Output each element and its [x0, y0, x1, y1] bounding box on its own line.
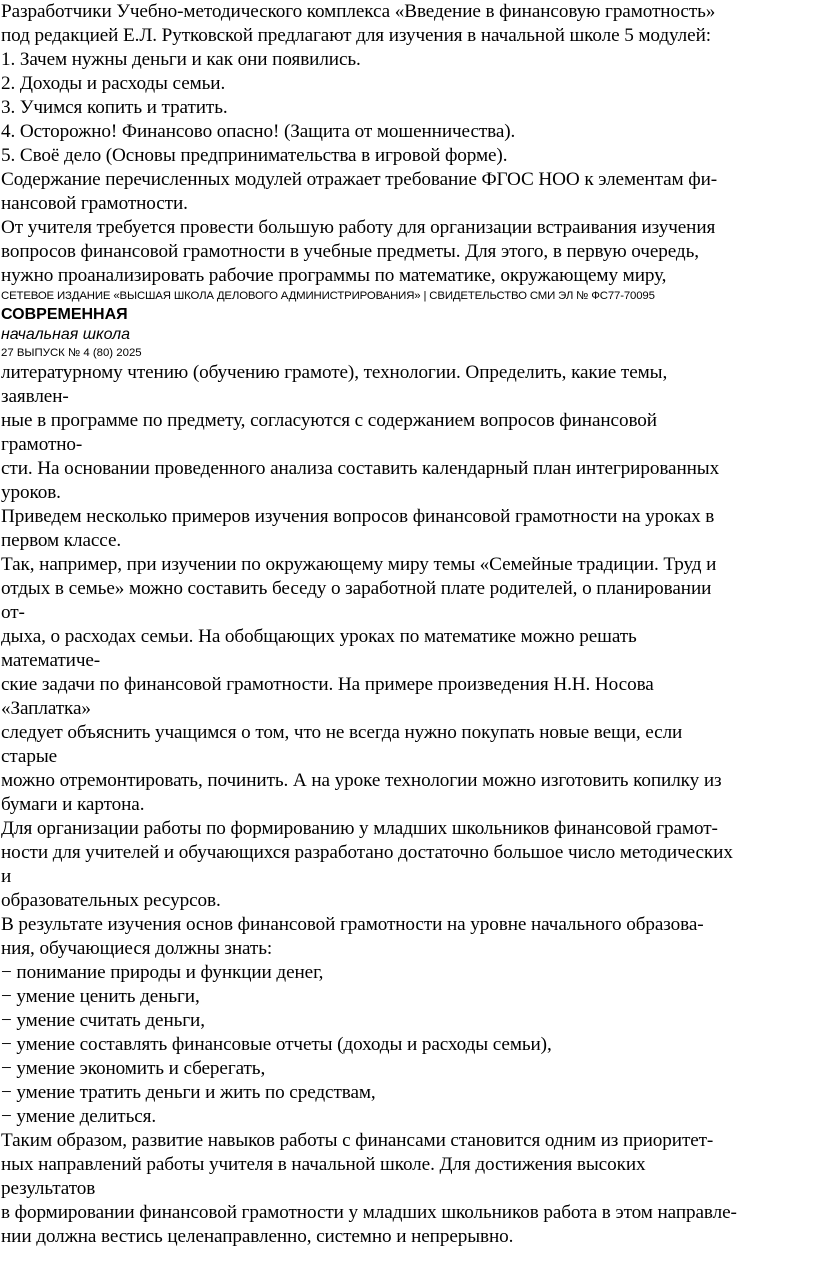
body-text: [1, 361, 815, 1249]
text-line: − умение считать деньги,: [1, 1010, 205, 1031]
text-line: − умение экономить и сберегать,: [1, 1058, 266, 1079]
text-line: вопросов финансовой грамотности в учебные предметы. Для этого, в первую очередь,: [1, 241, 699, 262]
text-line: В результате изучения основ финансовой грамотности на уровне начального образова-: [1, 914, 704, 935]
text-line: Таким образом, развитие навыков работы с финансами становится одним из приоритет-: [1, 1130, 714, 1151]
edition-info: СЕТЕВОЕ ИЗДАНИЕ «ВЫСШАЯ ШКОЛА ДЕЛОВОГО АДМИНИСТРИРОВАНИЯ» | СВИДЕТЕЛЬСТВО СМИ ЭЛ № ФС77-70095: [1, 290, 655, 302]
text-line: Разработчики Учебно-методического комплекса «Введение в финансовую грамотность»: [1, 1, 716, 22]
text-line: грамотно-: [1, 434, 83, 455]
text-line: нансовой грамотности.: [1, 193, 188, 214]
text-line: дыха, о расходах семьи. На обобщающих уроках по математике можно решать: [1, 626, 637, 647]
text-line: отдых в семье» можно составить беседу о заработной плате родителей, о планировании: [1, 578, 712, 599]
text-line: первом классе.: [1, 530, 122, 551]
text-line: ские задачи по финансовой грамотности. На примере произведения Н.Н. Носова: [1, 674, 654, 695]
text-line: ных направлений работы учителя в начальной школе. Для достижения высоких: [1, 1154, 646, 1175]
teacher-paragraph: [1, 216, 815, 288]
text-line: − умение ценить деньги,: [1, 986, 200, 1007]
text-line: образовательных ресурсов.: [1, 890, 221, 911]
list-item: 1. Зачем нужны деньги и как они появились.: [1, 49, 361, 70]
text-line: «Заплатка»: [1, 698, 91, 719]
journal-title-italic: начальная школа: [1, 326, 131, 343]
text-line: результатов: [1, 1178, 96, 1199]
text-line: − умение тратить деньги и жить по средствам,: [1, 1082, 376, 1103]
text-line: можно отремонтировать, починить. А на уроке технологии можно изготовить копилку из: [1, 770, 722, 791]
text-line: сти. На основании проведенного анализа составить календарный план интегрированных: [1, 458, 720, 479]
text-line: литературному чтению (обучению грамоте), технологии. Определить, какие темы,: [1, 362, 668, 383]
text-line: ные в программе по предмету, согласуются с содержанием вопросов финансовой: [1, 410, 657, 431]
journal-header: [1, 288, 815, 361]
list-item: 3. Учимся копить и тратить.: [1, 97, 228, 118]
text-line: нии должна вестись целенаправленно, системно и непрерывно.: [1, 1226, 514, 1247]
list-item: 5. Своё дело (Основы предпринимательства в игровой форме).: [1, 145, 508, 166]
text-line: следует объяснить учащимся о том, что не всегда нужно покупать новые вещи, если: [1, 722, 683, 743]
text-line: от-: [1, 602, 25, 623]
text-line: − умение делиться.: [1, 1106, 157, 1127]
text-line: нужно проанализировать рабочие программы по математике, окружающему миру,: [1, 265, 667, 286]
text-line: в формировании финансовой грамотности у младших школьников работа в этом направле-: [1, 1202, 737, 1223]
text-line: − умение составлять финансовые отчеты (доходы и расходы семьи),: [1, 1034, 552, 1055]
text-line: под редакцией Е.Л. Рутковской предлагают для изучения в начальной школе 5 модулей:: [1, 25, 711, 46]
text-line: Так, например, при изучении по окружающему миру темы «Семейные традиции. Труд и: [1, 554, 717, 575]
list-item: 2. Доходы и расходы семьи.: [1, 73, 226, 94]
intro-paragraph: [1, 0, 815, 48]
text-line: ния, обучающиеся должны знать:: [1, 938, 273, 959]
text-line: Для организации работы по формированию у младших школьников финансовой грамот-: [1, 818, 718, 839]
text-line: ности для учителей и обучающихся разработано достаточно большое число методических: [1, 842, 733, 863]
text-line: Содержание перечисленных модулей отражает требование ФГОС НОО к элементам фи-: [1, 169, 718, 190]
text-line: бумаги и картона.: [1, 794, 145, 815]
text-line: Приведем несколько примеров изучения вопросов финансовой грамотности на уроках в: [1, 506, 715, 527]
text-line: От учителя требуется провести большую работу для организации встраивания изучения: [1, 217, 716, 238]
text-line: − понимание природы и функции денег,: [1, 962, 324, 983]
text-line: уроков.: [1, 482, 61, 503]
modules-list: [1, 48, 815, 168]
list-item: 4. Осторожно! Финансово опасно! (Защита от мошенничества).: [1, 121, 516, 142]
issue-info: 27 ВЫПУСК № 4 (80) 2025: [1, 347, 142, 359]
text-line: математиче-: [1, 650, 101, 671]
fgos-paragraph: [1, 168, 815, 216]
text-line: старые: [1, 746, 58, 767]
text-line: и: [1, 866, 12, 887]
journal-title-bold: СОВРЕМЕННАЯ: [1, 306, 128, 323]
text-line: заявлен-: [1, 386, 69, 407]
